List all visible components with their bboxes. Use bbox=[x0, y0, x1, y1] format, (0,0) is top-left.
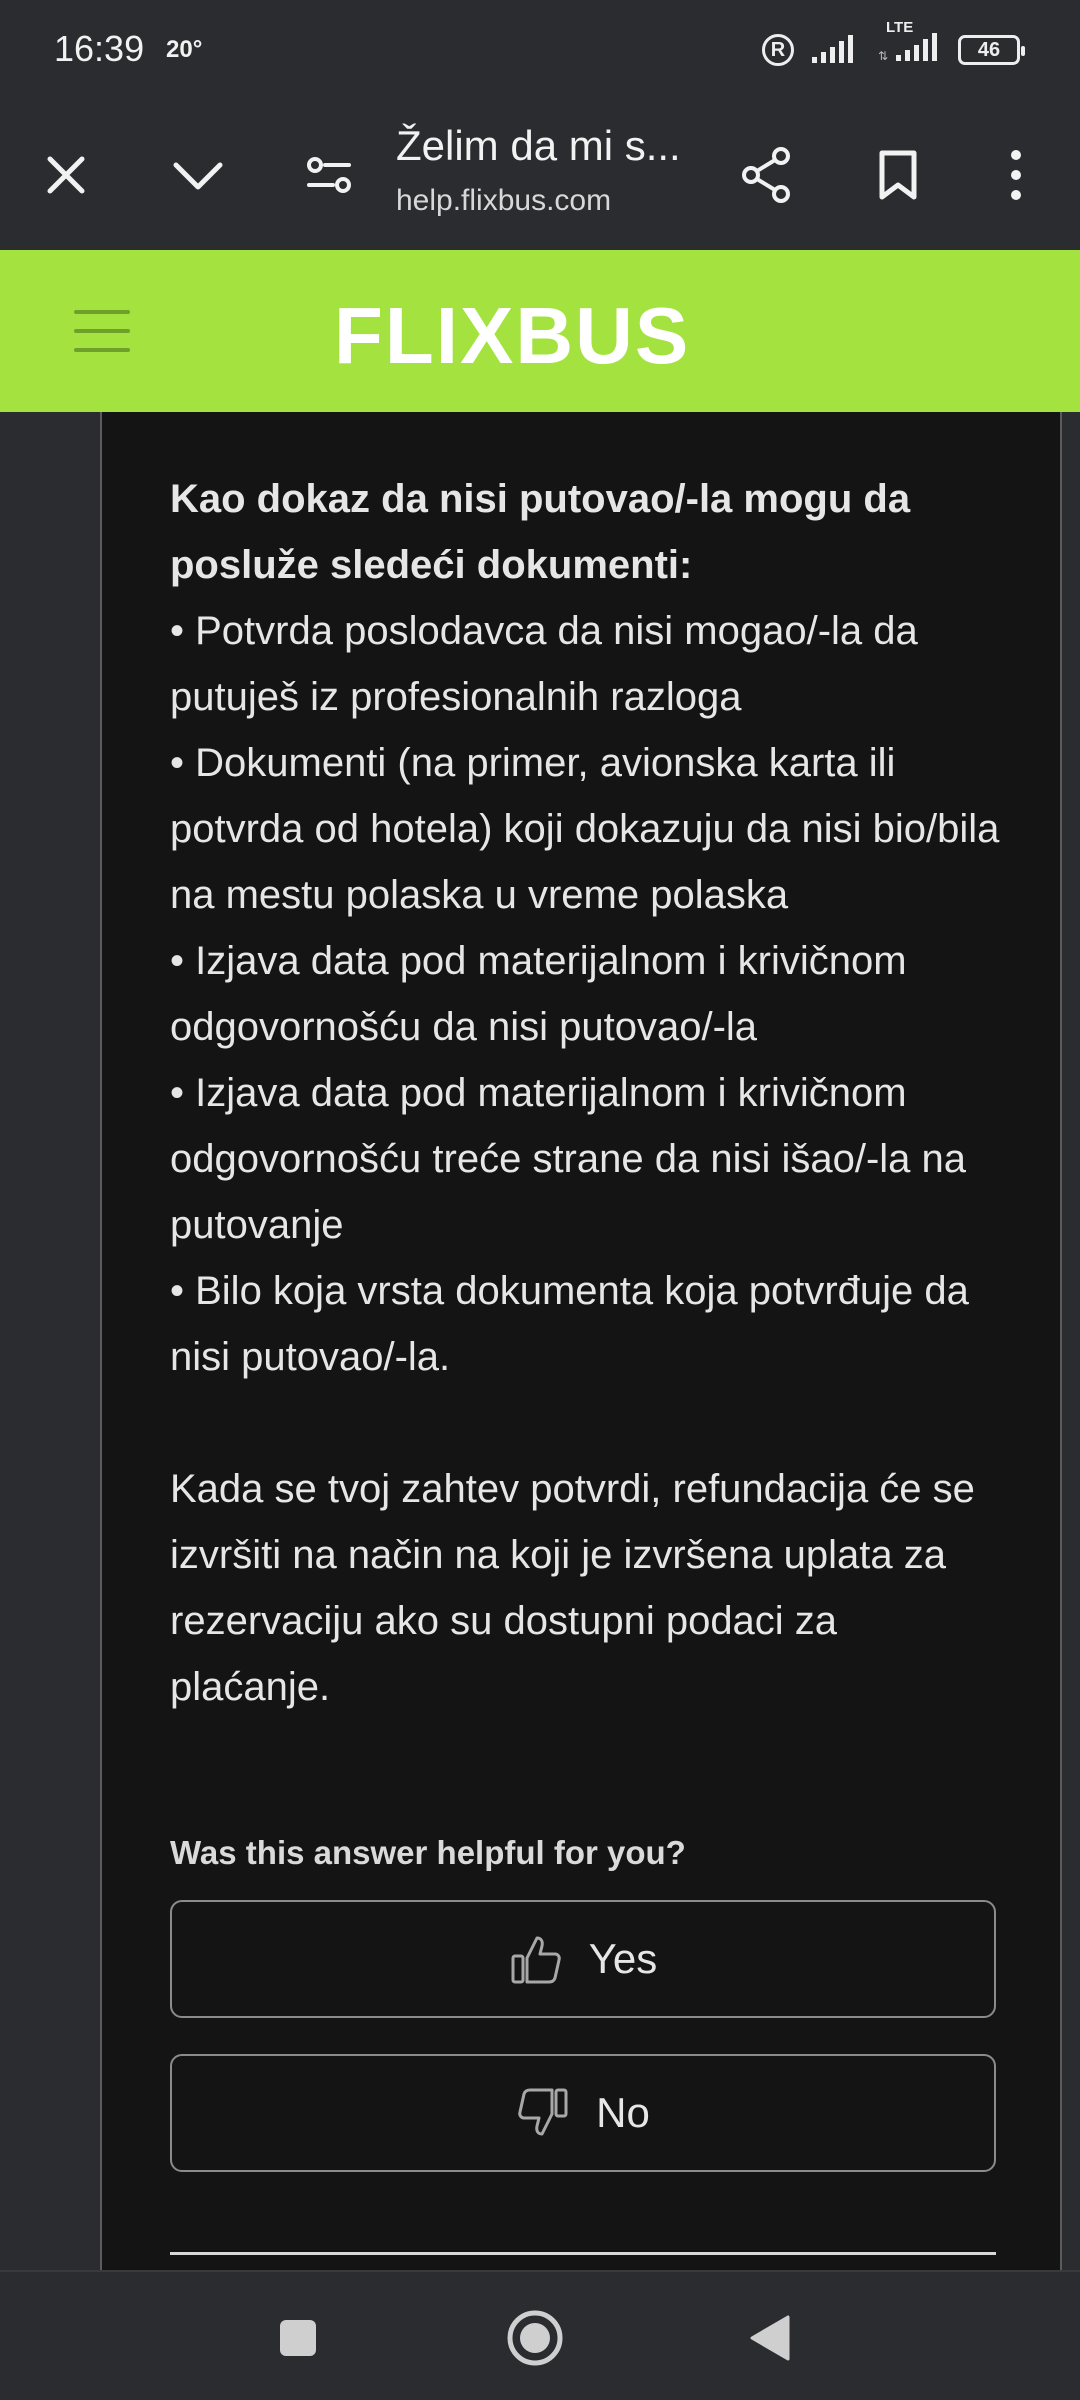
site-header bbox=[0, 250, 1080, 412]
address-url[interactable]: help.flixbus.com bbox=[396, 184, 612, 217]
list-item: • Bilo koja vrsta dokumenta koja potvrđuje da nisi putovao/-la. bbox=[170, 1269, 969, 1379]
svg-text:⇅: ⇅ bbox=[878, 48, 889, 63]
lte-label: LTE bbox=[886, 18, 914, 36]
divider bbox=[170, 2252, 996, 2255]
chevron-down-icon[interactable] bbox=[168, 145, 228, 205]
flixbus-logo[interactable]: FLIXBUS bbox=[334, 291, 691, 380]
status-bar bbox=[0, 0, 1080, 100]
thumbs-up-icon bbox=[509, 1932, 563, 1986]
yes-label: Yes bbox=[588, 1935, 658, 1982]
hamburger-menu-icon[interactable] bbox=[74, 302, 132, 360]
list-item: • Izjava data pod materijalnom i krivičnom odgovornošću da nisi putovao/-la bbox=[170, 939, 907, 1049]
site-settings-icon[interactable] bbox=[300, 145, 360, 205]
status-icons bbox=[762, 18, 1020, 70]
list-item: • Potvrda poslodavca da nisi mogao/-la da putuješ iz profesionalnih razloga bbox=[170, 609, 918, 719]
home-icon[interactable] bbox=[503, 2306, 567, 2370]
more-icon[interactable] bbox=[986, 145, 1046, 205]
registered-icon: R bbox=[762, 34, 794, 66]
battery-icon bbox=[958, 35, 1020, 65]
share-icon[interactable] bbox=[736, 145, 796, 205]
recents-icon[interactable] bbox=[266, 2306, 330, 2370]
article-heading: Kao dokaz da nisi putovao/-la mogu da posluže sledeći dokumenti: bbox=[170, 477, 911, 587]
article-card bbox=[100, 412, 1062, 2270]
signal-icon bbox=[812, 35, 858, 65]
thumbs-down-icon bbox=[516, 2086, 570, 2140]
system-nav-bar bbox=[0, 2270, 1080, 2400]
status-time: 16:39 bbox=[54, 28, 145, 69]
status-temperature: 20° bbox=[166, 36, 203, 63]
list-item: • Izjava data pod materijalnom i krivičnom odgovornošću treće strane da nisi išao/-la na putovanje bbox=[170, 1071, 967, 1247]
lte-signal-icon bbox=[876, 18, 940, 68]
browser-toolbar bbox=[0, 100, 1080, 250]
bookmark-icon[interactable] bbox=[868, 145, 928, 205]
no-label: No bbox=[596, 2089, 650, 2136]
yes-button[interactable] bbox=[170, 1900, 996, 2018]
close-icon[interactable] bbox=[36, 145, 96, 205]
back-icon[interactable] bbox=[738, 2306, 802, 2370]
article-body bbox=[170, 466, 1000, 1720]
main-content bbox=[0, 412, 1080, 2270]
article-closing: Kada se tvoj zahtev potvrdi, refundacija će se izvršiti na način na koji je izvršena uplata za rezervaciju ako su dostupni podaci za plaćanje. bbox=[170, 1467, 975, 1709]
no-button[interactable] bbox=[170, 2054, 996, 2172]
tab-title[interactable]: Želim da mi s... bbox=[396, 122, 681, 169]
list-item: • Dokumenti (na primer, avionska karta ili potvrda od hotela) koji dokazuju da nisi bio/bila na mestu polaska u vreme polaska bbox=[170, 741, 1000, 917]
battery-level: 46 bbox=[977, 38, 1001, 61]
feedback-question: Was this answer helpful for you? bbox=[170, 1834, 686, 1871]
